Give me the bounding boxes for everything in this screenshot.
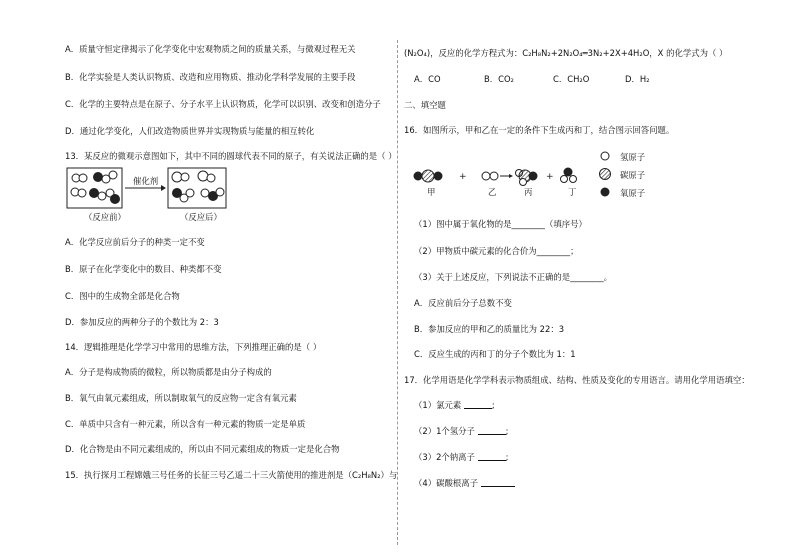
- q16-option-b: B．参加反应的甲和乙的质量比为 22：3: [414, 324, 565, 334]
- q17-item-3-label: （3）2个钠离子: [414, 452, 475, 462]
- q17-item-1-label: （1）氯元素: [414, 400, 462, 410]
- q13-stem: 13．某反应的微观示意图如下，其中不同的圆球代表不同的原子，有关说法正确的是（ ）: [65, 151, 397, 161]
- q16-label-jia: 甲: [427, 187, 436, 197]
- q15-option-b: B．CO₂: [484, 74, 514, 84]
- q17-item-2: [414, 426, 508, 436]
- q13-option-b: B．原子在化学变化中的数目、种类都不变: [65, 264, 222, 274]
- q13-option-c: C．图中的生成物全部是化合物: [65, 291, 180, 301]
- q17-item-3-tail: ;: [505, 452, 509, 462]
- answer-blank[interactable]: [464, 400, 492, 409]
- q16-sub-1: （1）图中属于氧化物的是________（填序号）: [414, 219, 587, 229]
- oxygen-atom-icon: [601, 188, 610, 197]
- q12-option-b: B．化学实验是人类认识物质、改造和应用物质、推动化学科学发展的主要手段: [65, 72, 356, 82]
- q15-option-c: C．CH₂O: [553, 74, 590, 84]
- svg-text:+: +: [546, 172, 554, 182]
- q16-stem: 16．如图所示，甲和乙在一定的条件下生成丙和丁，结合图示回答问题。: [404, 125, 675, 135]
- q14-option-a: A．分子是构成物质的微粒，所以物质都是由分子构成的: [65, 367, 272, 377]
- q14-option-d: D．化合物是由不同元素组成的，所以由不同元素组成的物质一定是化合物: [65, 444, 340, 454]
- q17-item-2-label: （2）1个氢分子: [414, 426, 475, 436]
- q14-option-b: B．氧气由氧元素组成，所以制取氧气的反应物一定含有氧元素: [65, 393, 297, 403]
- q13-option-d: D．参加反应的两种分子的个数比为 2：3: [65, 317, 219, 327]
- q14-stem: 14．逻辑推理是化学学习中常用的思维方法，下列推理正确的是（ ）: [65, 342, 322, 352]
- q15-continuation: (N₂O₄)，反应的化学方程式为：C₂H₈N₂+2N₂O₄═3N₂+2X+4H₂O，X 的化学式为（ ）: [404, 48, 728, 58]
- hydrogen-atom-icon: [601, 152, 609, 160]
- section-title: 二、填空题: [404, 100, 446, 110]
- q16-sub-3: （3）关于上述反应，下列说法不正确的是________。: [414, 272, 612, 282]
- q16-legend: [597, 148, 613, 200]
- q13-before-caption: （反应前）: [84, 212, 126, 222]
- q16-option-c: C．反应生成的丙和丁的分子个数比为 1：1: [414, 349, 576, 359]
- legend-oxygen: 氧原子: [620, 188, 646, 198]
- q16-label-ding: 丁: [568, 187, 577, 197]
- q16-sub-2: （2）甲物质中碳元素的化合价为________；: [414, 246, 579, 256]
- q17-item-1: [414, 400, 495, 410]
- q13-arrow-label: 催化剂: [133, 176, 159, 186]
- q12-option-d: D．通过化学变化，人们改造物质世界并实现物质与能量的相互转化: [65, 126, 315, 136]
- q17-item-4: [414, 478, 515, 488]
- answer-blank[interactable]: [478, 426, 506, 435]
- carbon-atom-icon: [600, 169, 611, 180]
- q17-stem: 17．化学用语是化学学科表示物质组成、结构、性质及变化的专用语言。请用化学用语填空：: [404, 375, 750, 385]
- q16-label-bing: 丙: [524, 187, 533, 197]
- q13-after-caption: （反应后）: [180, 212, 222, 222]
- q12-option-c: C．化学的主要特点是在原子、分子水平上认识物质，化学可以识别、改变和创造分子: [65, 99, 381, 109]
- plus-icon: +: [459, 172, 467, 182]
- q16-label-yi: 乙: [488, 187, 497, 197]
- q15-option-a: A．CO: [414, 74, 441, 84]
- q12-option-a: A．质量守恒定律揭示了化学变化中宏观物质之间的质量关系，与微观过程无关: [65, 44, 356, 54]
- q16-option-a: A．反应前后分子总数不变: [414, 298, 512, 308]
- answer-blank[interactable]: [481, 478, 515, 487]
- q17-item-2-tail: ;: [505, 426, 509, 436]
- legend-hydrogen: 氢原子: [620, 152, 646, 162]
- q14-option-c: C．单质中只含有一种元素，所以含有一种元素的物质一定是单质: [65, 419, 306, 429]
- legend-carbon: 碳原子: [620, 170, 646, 180]
- answer-blank[interactable]: [478, 452, 506, 461]
- q15-stem: 15．执行探月工程嫦娥三号任务的长征三号乙遥二十三火箭使用的推进剂是（C₂H₈N₂）与: [65, 470, 398, 480]
- column-divider: [397, 40, 398, 545]
- q15-option-d: D．H₂: [625, 74, 650, 84]
- q17-item-4-label: （4）碳酸根离子: [414, 478, 478, 488]
- q13-option-a: A．化学反应前后分子的种类一定不变: [65, 237, 205, 247]
- q17-item-1-tail: ;: [491, 400, 495, 410]
- q17-item-3: [414, 452, 508, 462]
